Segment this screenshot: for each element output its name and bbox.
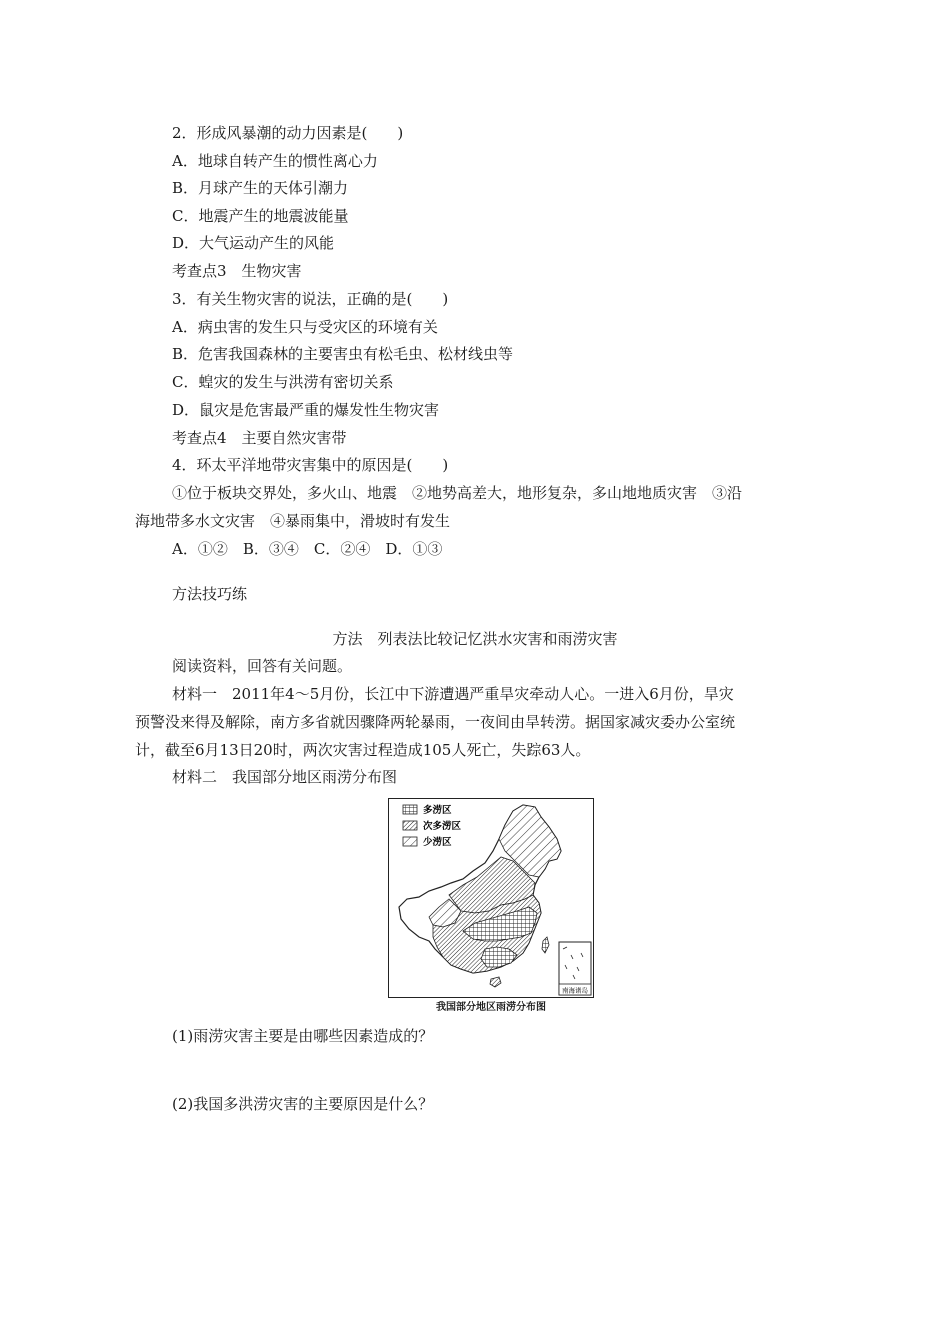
- q3-option-d: D．鼠灾是危害最严重的爆发性生物灾害: [172, 401, 440, 419]
- q3-stem: 3．有关生物灾害的说法，正确的是( ): [172, 290, 449, 308]
- legend-swatch-heavy: [403, 805, 417, 814]
- q2-option-a: A．地球自转产生的惯性离心力: [172, 152, 378, 170]
- method-title: 方法 列表法比较记忆洪水灾害和雨涝灾害: [332, 630, 618, 648]
- sub-question-2: (2)我国多洪涝灾害的主要原因是什么？: [172, 1095, 434, 1113]
- legend-label-light: 少涝区: [423, 837, 452, 848]
- q2-option-b: B．月球产生的天体引潮力: [172, 179, 349, 197]
- island-taiwan: [542, 937, 549, 953]
- q4-stem: 4．环太平洋地带灾害集中的原因是( ): [172, 456, 449, 474]
- point3-heading: 考查点3 生物灾害: [172, 262, 302, 280]
- intro-text: 阅读资料，回答有关问题。: [172, 657, 353, 675]
- q2-option-c: C．地震产生的地震波能量: [172, 207, 349, 225]
- inset-label: 南海诸岛: [562, 986, 588, 995]
- q3-option-c: C．蝗灾的发生与洪涝有密切关系: [172, 373, 394, 391]
- flood-distribution-map: [388, 798, 594, 998]
- section-title: 方法技巧练: [172, 585, 248, 603]
- material1-line2: 预警没来得及解除，南方多省就因骤降两轮暴雨，一夜间由旱转涝。据国家减灾委办公室统: [135, 713, 736, 731]
- island-hainan: [490, 977, 501, 987]
- q2-option-d: D．大气运动产生的风能: [172, 234, 335, 252]
- q4-choices: A．①② B．③④ C．②④ D．①③: [172, 540, 443, 558]
- q4-items-line2: 海地带多水文灾害 ④暴雨集中，滑坡时有发生: [135, 512, 451, 530]
- material2-heading: 材料二 我国部分地区雨涝分布图: [172, 768, 398, 786]
- sub-question-1: (1)雨涝灾害主要是由哪些因素造成的？: [172, 1027, 434, 1045]
- material1-line3: 计，截至6月13日20时，两次灾害过程造成105人死亡，失踪63人。: [135, 741, 591, 759]
- q4-items-line1: ①位于板块交界处，多火山、地震 ②地势高差大，地形复杂，多山地地质灾害 ③沿: [172, 484, 743, 502]
- legend-swatch-light: [403, 837, 417, 846]
- legend-label-medium: 次多涝区: [423, 821, 462, 832]
- map-graphic: [389, 799, 592, 996]
- q2-stem: 2．形成风暴潮的动力因素是( ): [172, 124, 404, 142]
- q3-option-b: B．危害我国森林的主要害虫有松毛虫、松材线虫等: [172, 345, 514, 363]
- legend-label-heavy: 多涝区: [423, 805, 452, 816]
- q3-option-a: A．病虫害的发生只与受灾区的环境有关: [172, 318, 438, 336]
- legend-swatch-medium: [403, 821, 417, 830]
- point4-heading: 考查点4 主要自然灾害带: [172, 429, 347, 447]
- map-caption: 我国部分地区雨涝分布图: [436, 1002, 546, 1013]
- material1-line1: 材料一 2011年4～5月份，长江中下游遭遇严重旱灾牵动人心。一进入6月份，旱灾: [172, 685, 734, 703]
